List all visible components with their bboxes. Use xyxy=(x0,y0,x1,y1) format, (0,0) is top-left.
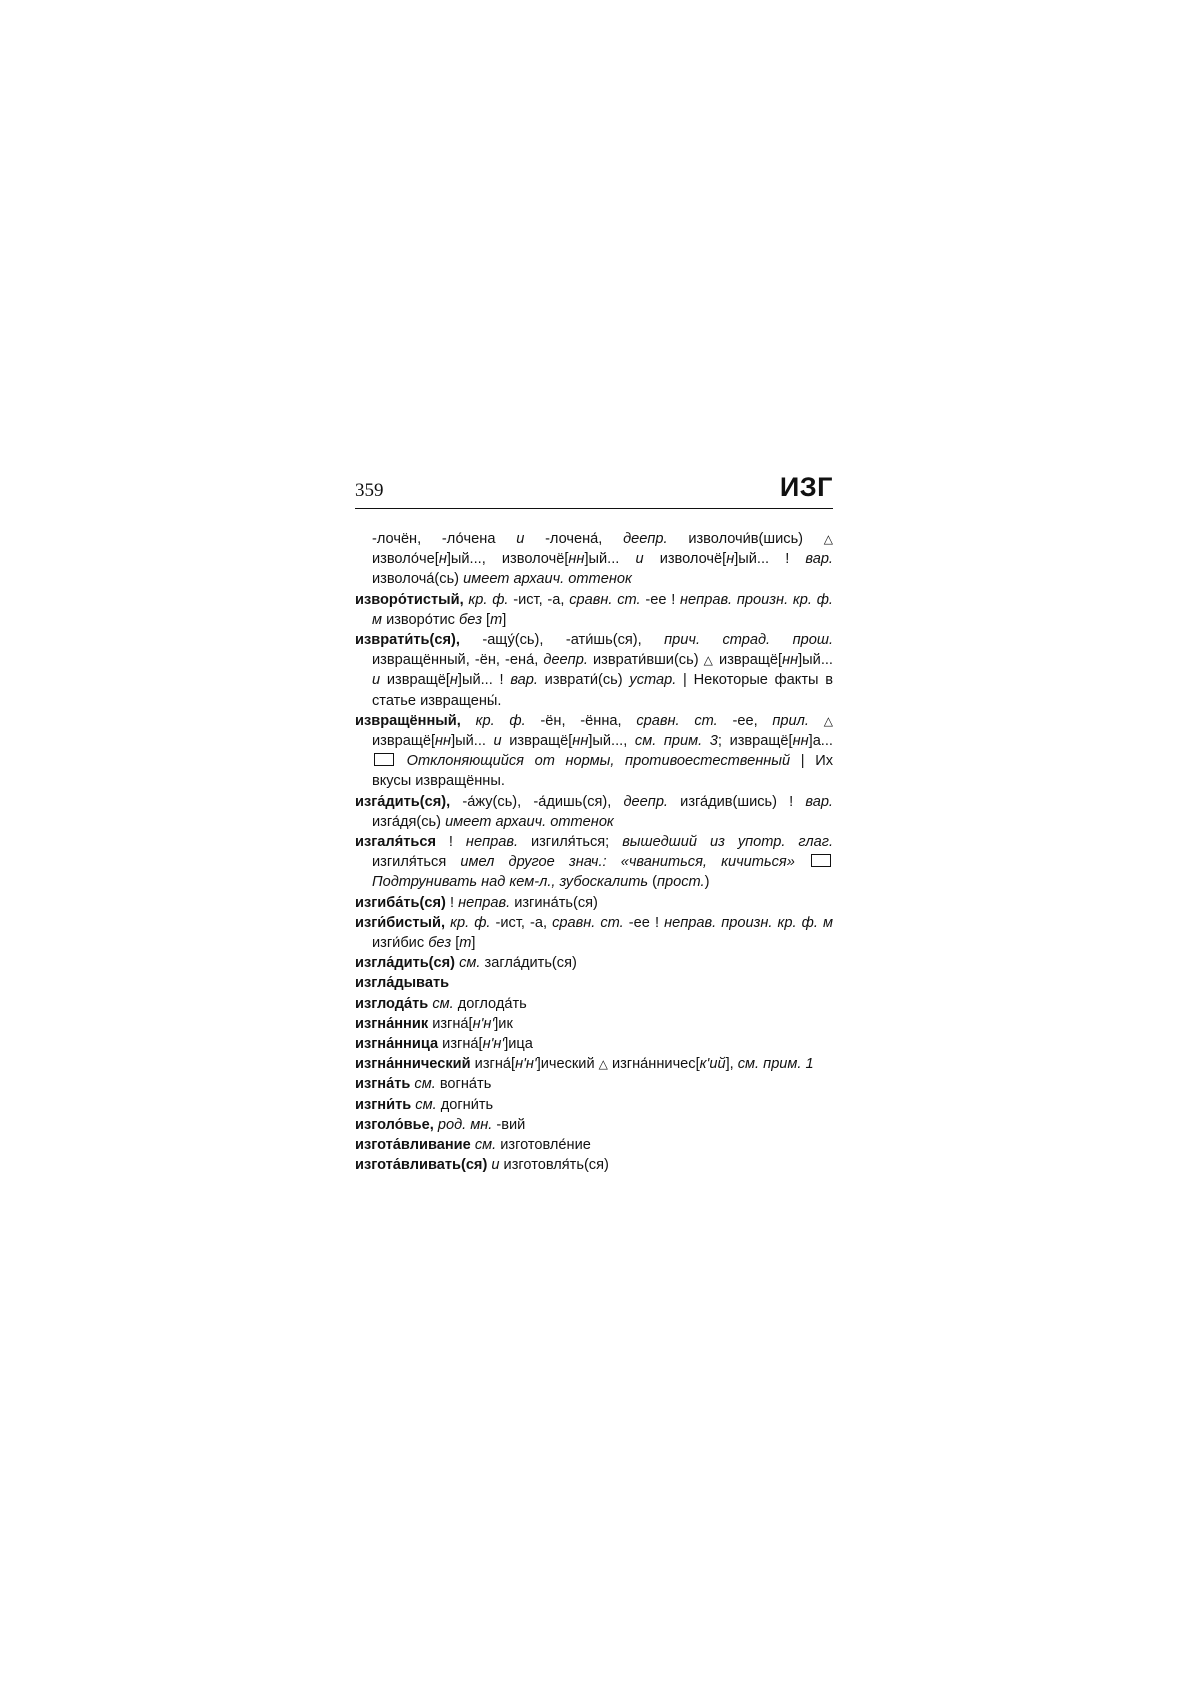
dictionary-entry xyxy=(355,590,833,630)
page-number: 359 xyxy=(355,480,384,501)
entry-text: кр. ф. -ён, -ённа, сравн. ст. -ее, прил. △ извращё[нн]ый... и извращё[нн]ый..., см. прим. 3; извращё[нн]а... Отклоняющийся от нормы, противоестественный | Их вкусы извращённы. xyxy=(372,712,834,790)
triangle-symbol: △ xyxy=(823,713,833,728)
entry-headword: изгла́дывать xyxy=(355,975,450,992)
dictionary-entry xyxy=(355,1034,833,1054)
entry-text: см. догни́ть xyxy=(415,1096,494,1113)
dictionary-entry xyxy=(355,994,833,1014)
entry-text: кр. ф. -ист, -а, сравн. ст. -ее ! неправ. произн. кр. ф. м изворо́тис без [т] xyxy=(372,591,833,628)
square-symbol xyxy=(374,753,394,766)
dictionary-entry xyxy=(355,1054,833,1074)
square-symbol xyxy=(811,854,831,867)
entry-headword: изга́дить(ся), xyxy=(355,793,451,810)
entry-headword: изгиба́ть(ся) xyxy=(355,894,446,911)
entry-text: ! неправ. изгина́ть(ся) xyxy=(445,894,598,911)
entry-headword: изврати́ть(ся), xyxy=(355,632,460,649)
dictionary-entry xyxy=(355,893,833,913)
entry-text: см. загла́дить(ся) xyxy=(459,955,577,972)
entry-text: ! неправ. изгиля́ться; вышедший из употр. глаг. изгиля́ться имел другое знач.: «чваниться, кичиться» Подтрунивать над кем-л., зубоскалить (прост.) xyxy=(372,834,833,891)
entry-text: -ащу́(сь), -ати́шь(ся), прич. страд. прош. извращённый, -ён, -ена́, деепр. изврати́вши(сь) △ извращё[нн]ый... и извращё[н]ый... ! вар. изврати́(сь) устар. | Некоторые факты в статье извращены́. xyxy=(372,632,834,709)
entry-headword: изгота́вливать(ся) xyxy=(355,1157,488,1174)
dictionary-page xyxy=(355,472,834,1176)
dictionary-entry xyxy=(355,529,833,590)
triangle-symbol: △ xyxy=(598,1057,608,1072)
entry-headword: изгна́нник xyxy=(355,1015,429,1032)
page-header xyxy=(355,472,833,509)
dictionary-entry xyxy=(355,711,833,792)
entry-text: изгна́[н'н']ический △ изгна́нничес[к'ий], см. прим. 1 xyxy=(470,1056,814,1073)
entry-text: изгна́[н'н']ик xyxy=(428,1015,513,1032)
entry-text: -а́жу(сь), -а́дишь(ся), деепр. изга́див(шись) ! вар. изга́дя(сь) имеет архаич. оттенок xyxy=(372,793,833,830)
entry-headword: изги́бистый, xyxy=(355,914,446,931)
entry-text: см. доглода́ть xyxy=(432,995,527,1012)
dictionary-entry xyxy=(355,1014,833,1034)
entry-headword: изглода́ть xyxy=(355,995,429,1012)
entry-text: см. вогна́ть xyxy=(414,1076,492,1093)
dictionary-entry xyxy=(355,832,833,893)
entry-headword: изворо́тистый, xyxy=(355,591,464,608)
entry-headword: изгаля́ться xyxy=(355,834,436,851)
dictionary-entry xyxy=(355,1155,833,1175)
entry-headword: изгна́ннический xyxy=(355,1056,471,1073)
dictionary-entry xyxy=(355,1095,833,1115)
entry-headword: изголо́вье, xyxy=(355,1116,434,1133)
dictionary-entry xyxy=(355,913,833,953)
entries-list xyxy=(355,529,833,1176)
entry-text: изгна́[н'н']ица xyxy=(438,1036,533,1053)
triangle-symbol: △ xyxy=(823,532,834,546)
entry-text: род. мн. -вий xyxy=(437,1116,526,1133)
dictionary-entry xyxy=(355,792,833,832)
entry-headword: изгла́дить(ся) xyxy=(355,955,456,972)
dictionary-entry xyxy=(355,1135,833,1155)
entry-text: см. изготовле́ние xyxy=(474,1137,591,1154)
dictionary-entry xyxy=(355,1115,833,1135)
entry-headword: изгна́нница xyxy=(355,1036,439,1053)
entry-headword: извращённый, xyxy=(355,712,461,729)
triangle-symbol: △ xyxy=(703,653,714,668)
entry-headword: изгота́вливание xyxy=(355,1137,471,1154)
entry-headword: изгна́ть xyxy=(355,1076,411,1093)
entry-headword: изгни́ть xyxy=(355,1096,412,1113)
dictionary-entry xyxy=(355,953,833,973)
entry-text: -лочён, -ло́чена и -лочена́, деепр. изволочи́в(шись) △ изволо́че[н]ый..., изволочё[нн]ый... и изволочё[н]ый... ! вар. изволоча́(сь) имеет архаич. оттенок xyxy=(372,531,834,588)
dictionary-entry xyxy=(355,1074,833,1094)
entry-text: кр. ф. -ист, -а, сравн. ст. -ее ! неправ. произн. кр. ф. м изги́бис без [т] xyxy=(372,914,833,952)
dictionary-entry xyxy=(355,973,833,993)
entry-text: и изготовля́ть(ся) xyxy=(487,1157,609,1174)
running-head: ИЗГ xyxy=(779,472,833,502)
dictionary-entry xyxy=(355,630,833,711)
